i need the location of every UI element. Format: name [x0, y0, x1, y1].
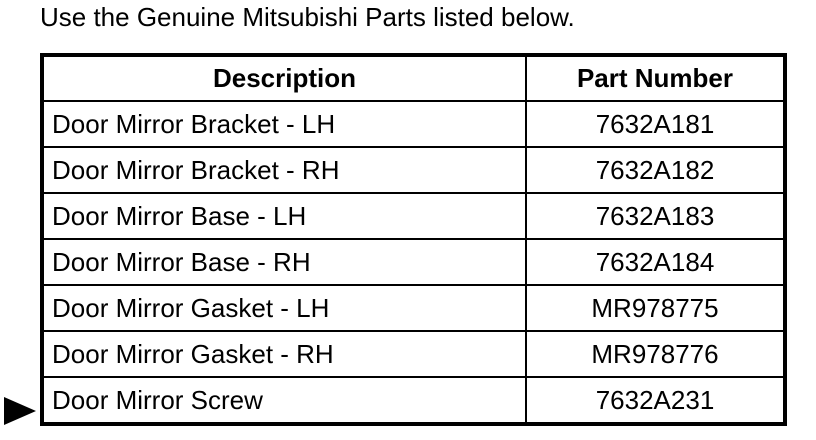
- table-row: [42, 101, 785, 147]
- intro-text: Use the Genuine Mitsubishi Parts listed below.: [40, 2, 575, 32]
- table-row: [42, 377, 785, 424]
- row-description: Door Mirror Base - RH: [42, 239, 526, 285]
- row-description: Door Mirror Base - LH: [42, 193, 526, 239]
- row-description: Door Mirror Bracket - LH: [42, 101, 526, 147]
- row-part-number: MR978775: [526, 285, 785, 331]
- row-description: Door Mirror Gasket - LH: [42, 285, 526, 331]
- table-row: [42, 193, 785, 239]
- table-row: [42, 285, 785, 331]
- row-part-number: 7632A231: [526, 377, 785, 424]
- table-header-row: [42, 55, 785, 101]
- table-row: [42, 239, 785, 285]
- row-description: Door Mirror Gasket - RH: [42, 331, 526, 377]
- table-row: [42, 147, 785, 193]
- parts-table: [40, 53, 787, 426]
- right-triangle-arrow-icon: [4, 397, 36, 425]
- row-part-number: MR978776: [526, 331, 785, 377]
- table-row: [42, 331, 785, 377]
- header-description: Description: [42, 55, 526, 101]
- header-part-number: Part Number: [526, 55, 785, 101]
- row-part-number: 7632A183: [526, 193, 785, 239]
- row-part-number: 7632A182: [526, 147, 785, 193]
- row-part-number: 7632A184: [526, 239, 785, 285]
- row-description: Door Mirror Bracket - RH: [42, 147, 526, 193]
- row-part-number: 7632A181: [526, 101, 785, 147]
- row-description: Door Mirror Screw: [42, 377, 526, 424]
